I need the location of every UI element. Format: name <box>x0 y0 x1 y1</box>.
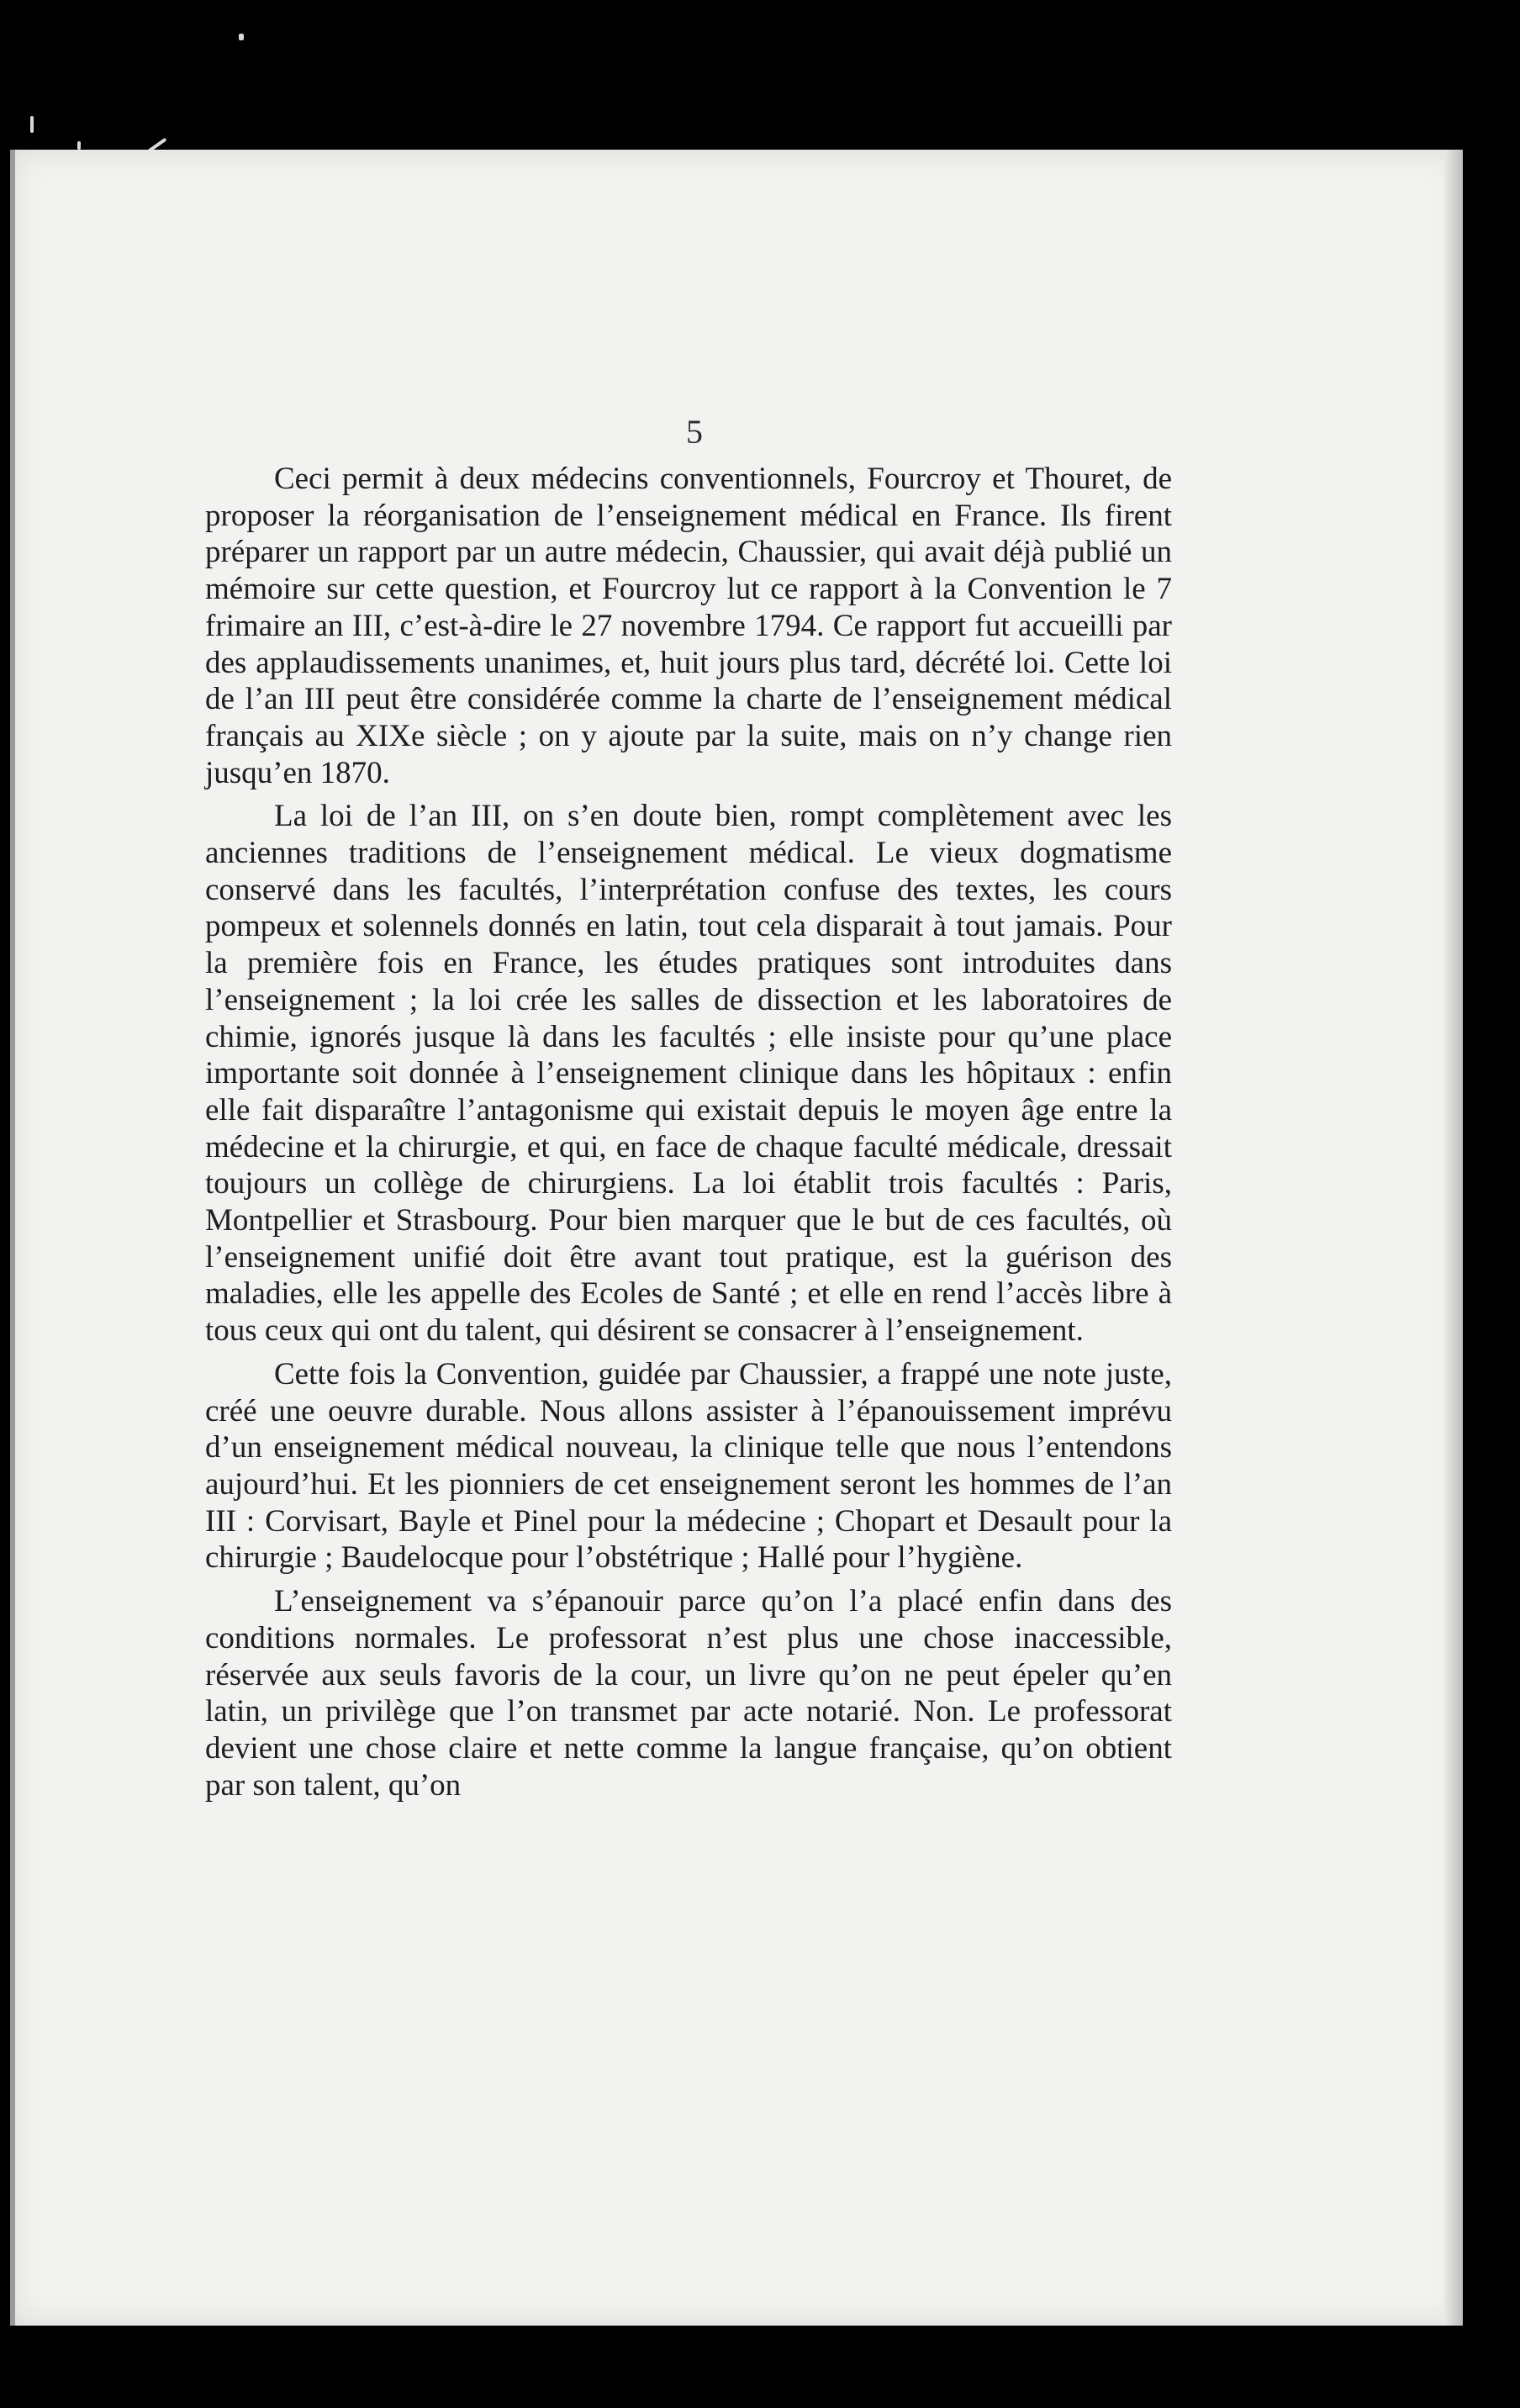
paragraph: Cette fois la Convention, guidée par Chaussier, a frappé une note juste, créé une oeuvre durable. Nous allons assister à l’épanouissement imprévu d’un enseignement médical nouveau, la clinique telle que nous l’entendons aujourd’hui. Et les pionniers de cet enseignement seront les hommes de l’an III : Corvisart, Bayle et Pinel pour la médecine ; Chopart et Desault pour la chirurgie ; Baudelocque pour l’obstétrique ; Hallé pour l’hygiène. <box>205 1356 1172 1576</box>
page-number: 5 <box>686 413 703 451</box>
body-text <box>205 461 1172 1803</box>
paragraph: Ceci permit à deux médecins conventionnels, Fourcroy et Thouret, de proposer la réorganisation de l’enseignement médical en France. Ils firent préparer un rapport par un autre médecin, Chaussier, qui avait déjà publié un mémoire sur cette question, et Fourcroy lut ce rapport à la Convention le 7 frimaire an III, c’est-à-dire le 27 novembre 1794. Ce rapport fut accueilli par des applaudissements unanimes, et, huit jours plus tard, décrété loi. Cette loi de l’an III peut être considérée comme la charte de l’enseignement médical français au XIXe siècle ; on y ajoute par la suite, mais on n’y change rien jusqu’en 1870. <box>205 462 1172 790</box>
scan-speck <box>30 116 34 133</box>
page-left-edge <box>10 150 15 2326</box>
scan-speck <box>239 34 244 40</box>
scan-speck <box>77 141 81 150</box>
paragraph: La loi de l’an III, on s’en doute bien, rompt complètement avec les anciennes traditions de l’enseignement médical. Le vieux dogmatisme conservé dans les facultés, l’interprétation confuse des textes, les cours pompeux et solennels donnés en latin, tout cela disparait à tout jamais. Pour la première fois en France, les études pratiques sont introduites dans l’enseignement ; la loi crée les salles de dissection et les laboratoires de chimie, ignorés jusque là dans les facultés ; elle insiste pour qu’une place importante soit donnée à l’enseignement clinique dans les hôpitaux : enfin elle fait disparaître l’antagonisme qui existait depuis le moyen âge entre la médecine et la chirurgie, et qui, en face de chaque faculté médicale, dressait toujours un collège de chirurgiens. La loi établit trois facultés : Paris, Montpellier et Strasbourg. Pour bien marquer que le but de ces facultés, où l’enseignement unifié doit être avant tout pratique, est la guérison des maladies, elle les appelle des Ecoles de Santé ; et elle en rend l’accès libre à tous ceux qui ont du talent, qui désirent se consacrer à l’enseignement. <box>205 799 1172 1349</box>
paragraph: L’enseignement va s’épanouir parce qu’on l’a placé enfin dans des conditions normales. Le professorat n’est plus une chose inaccessible, réservée aux seuls favoris de la cour, un livre qu’on ne peut épeler qu’en latin, un privilège que l’on transmet par acte notarié. Non. Le professorat devient une chose claire et nette comme la langue française, qu’on obtient par son talent, qu’on <box>205 1584 1172 1803</box>
page-right-edge <box>1444 150 1463 2326</box>
